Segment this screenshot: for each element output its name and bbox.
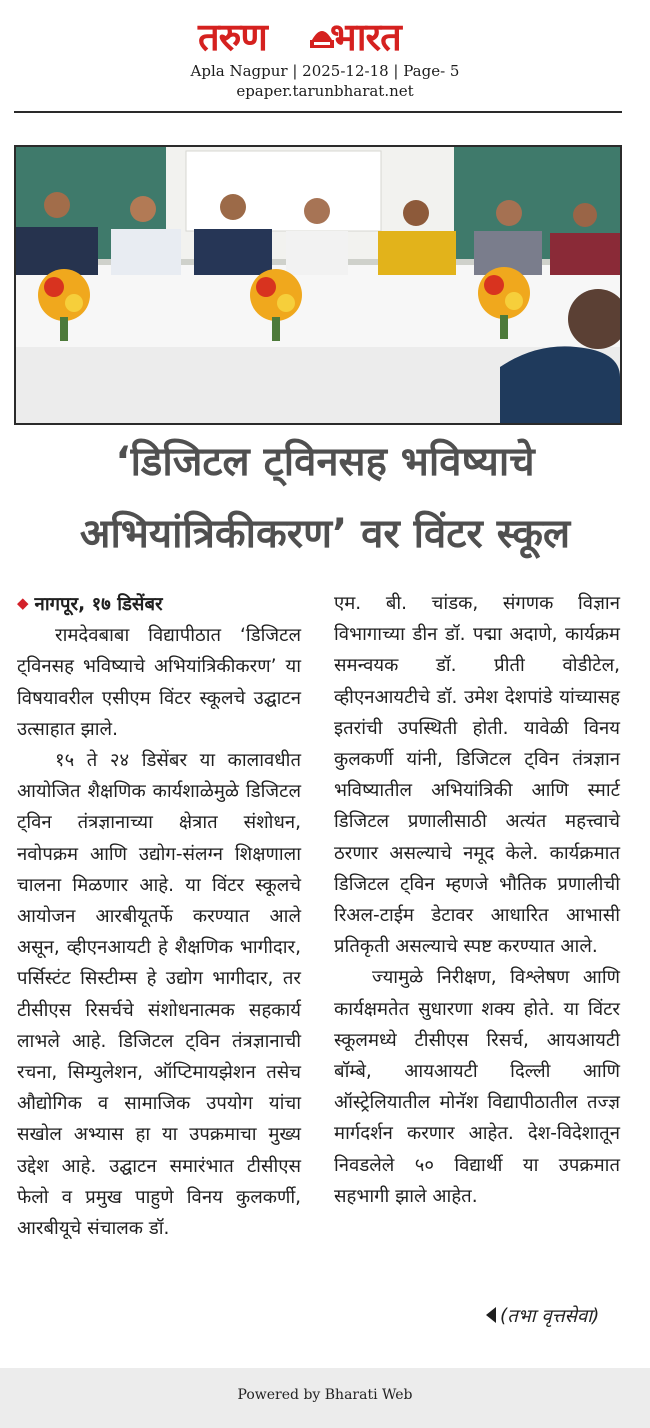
paragraph: १५ ते २४ डिसेंबर या कालावधीत आयोजित शैक्षणिक कार्यशाळेमुळे डिजिटल ट्विन तंत्रज्ञानाच्या क्षेत्रात संशोधन, नवोपक्रम आणि उद्योग-संलग्न शिक्षणाला चालना मिळणार आहे. या विंटर स्कूलचे आयोजन आरबीयूतर्फे करण्यात आले असून, व्हीएनआयटी हे शैक्षणिक भागीदार, पर्सिस्टंट सिस्टीम्स हे उद्योग भागीदार, तर टीसीएस रिसर्चचे संशोधनात्मक सहकार्य लाभले आहे. डिजिटल ट्विन तंत्रज्ञानाची रचना, सिम्युलेशन, ऑप्टिमायझेशन तसेच औद्योगिक व सामाजिक उपयोग यांचा सखोल अभ्यास हा या उपक्रमाचा मुख्य उद्देश आहे. उद्घाटन समारंभात टीसीएस फेलो व प्रमुख पाहुणे विनय कुलकर्णी, आरबीयूचे संचालक डॉ.	[17, 750, 301, 1240]
credit-text: (तभा वृत्तसेवा)	[500, 1306, 600, 1327]
edition-line: Apla Nagpur | 2025-12-18 | Page- 5	[190, 62, 460, 80]
footer	[0, 1368, 650, 1428]
dateline	[17, 588, 301, 620]
logo-word-right: भारत	[330, 15, 401, 59]
article-column-right	[334, 588, 620, 1212]
photo-of-event-stage-with-speakers-icon	[16, 147, 620, 423]
newspaper-logo[interactable]	[198, 14, 452, 60]
paragraph: ज्यामुळे निरीक्षण, विश्लेषण आणि कार्यक्षमतेत सुधारणा शक्य होते. या विंटर स्कूलमध्ये टीसीएस रिसर्च, आयआयटी बॉम्बे, आयआयटी दिल्ली आणि ऑस्ट्रेलियातील मोनॅश विद्यापीठातील तज्ज्ञ मार्गदर्शन करणार आहेत. देश-विदेशातून निवडलेले ५० विद्यार्थी या उपक्रमात सहभागी झाले आहेत.	[334, 967, 620, 1207]
masthead-divider	[14, 111, 622, 113]
headline-line-2: अभियांत्रिकीकरण’ वर विंटर स्कूल	[79, 511, 571, 557]
paragraph: रामदेवबाबा विद्यापीठात ‘डिजिटल ट्विनसह भविष्याचे अभियांत्रिकीकरण’ या विषयावरील एसीएम विंटर स्कूलचे उद्घाटन उत्साहात झाले.	[17, 625, 301, 740]
logo-word-left: तरुण	[198, 15, 267, 59]
site-link[interactable]: epaper.tarunbharat.net	[236, 82, 414, 100]
paragraph: एम. बी. चांडक, संगणक विज्ञान विभागाच्या डीन डॉ. पद्मा अदाणे, कार्यक्रम समन्वयक डॉ. प्रीती वोडीटेल, व्हीएनआयटीचे डॉ. उमेश देशपांडे यांच्यासह इतरांची उपस्थिती होती. यावेळी विनय कुलकर्णी यांनी, डिजिटल ट्विन तंत्रज्ञान भविष्यातील अभियांत्रिकी आणि स्मार्ट डिजिटल प्रणालीसाठी अत्यंत महत्त्वाचे ठरणार असल्याचे नमूद केले. कार्यक्रमात डिजिटल ट्विन म्हणजे भौतिक प्रणालीची रिअल-टाईम डेटावर आधारित आभासी प्रतिकृती असल्याचे स्पष्ट करण्यात आले.	[334, 593, 620, 958]
powered-by-link[interactable]: Powered by Bharati Web	[237, 1387, 413, 1403]
triangle-left-icon	[486, 1307, 496, 1323]
news-credit	[486, 1303, 599, 1328]
masthead	[0, 0, 650, 116]
diamond-bullet-icon: ◆	[17, 594, 29, 612]
article-photo	[14, 145, 622, 425]
dateline-text: नागपूर, १७ डिसेंबर	[34, 594, 163, 615]
article-column-left	[17, 588, 301, 1244]
headline-line-1: ‘डिजिटल ट्विनसह भविष्याचे	[115, 439, 535, 485]
